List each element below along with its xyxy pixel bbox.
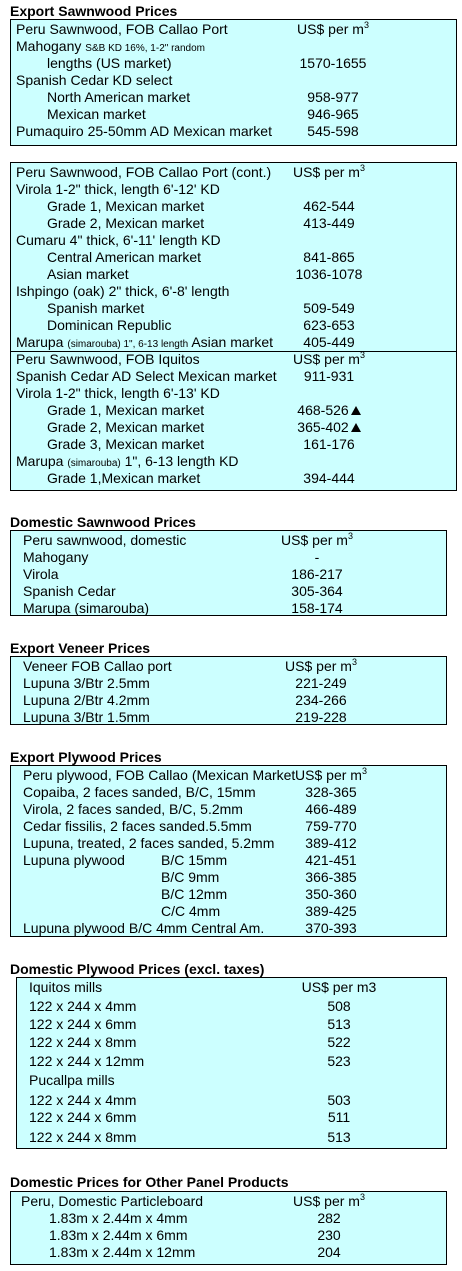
row-value — [279, 1034, 399, 1051]
row-label — [16, 232, 221, 249]
row-label-text: Marupa (simarouba) — [23, 600, 150, 616]
table-row — [11, 784, 446, 801]
row-label-text: Lupuna, treated, 2 faces sanded, 5.2mm — [23, 835, 275, 851]
row-label-text: Lupuna plywood — [23, 852, 125, 868]
row-value — [261, 658, 381, 675]
row-label — [23, 767, 295, 784]
row-label-text: Asian market — [47, 266, 129, 282]
table-row — [11, 181, 456, 198]
row-label — [29, 1092, 136, 1109]
row-label-text: Lupuna 3/Btr 2.5mm — [23, 675, 150, 691]
section-title: Export Sawnwood Prices — [10, 3, 178, 19]
row-value — [271, 801, 391, 818]
row-value — [271, 835, 391, 852]
row-grade: B/C 9mm — [161, 869, 220, 885]
row-value-text: 219-228 — [295, 709, 347, 725]
row-value-text: 370-393 — [305, 920, 357, 936]
row-label-text: Grade 2, Mexican market — [47, 215, 205, 231]
row-label-note: (simarouba) — [67, 458, 121, 469]
row-value-text: 221-249 — [295, 675, 347, 691]
row-label-text: Grade 1, Mexican market — [47, 198, 205, 214]
row-value-text: - — [314, 549, 320, 565]
row-value-text: US$ per m3 — [301, 979, 377, 995]
row-value-text: 508 — [327, 998, 351, 1014]
table-row — [11, 106, 456, 123]
table-row — [11, 658, 446, 675]
row-label — [47, 317, 172, 334]
row-label — [16, 385, 220, 402]
row-label-text: Iquitos mills — [29, 979, 103, 995]
table-row — [11, 317, 456, 334]
row-value-text: 513 — [327, 1016, 351, 1032]
row-label-text: Peru Sawnwood, FOB Callao Port — [16, 21, 228, 37]
export-veneer-table — [10, 656, 447, 725]
row-value-text: 958-977 — [307, 89, 359, 105]
row-label-text: Marupa — [16, 334, 68, 350]
unit-superscript: 3 — [359, 163, 365, 173]
row-value — [269, 334, 389, 351]
row-value — [257, 532, 377, 549]
unit-superscript: 3 — [359, 1192, 365, 1202]
row-value — [257, 566, 377, 583]
row-value — [269, 1227, 389, 1244]
row-value-text: 394-444 — [303, 470, 355, 486]
table-row — [11, 300, 456, 317]
row-label — [23, 549, 88, 566]
row-label-text: 122 x 244 x 4mm — [29, 1092, 137, 1108]
table-row — [11, 852, 446, 869]
row-value-text: 204 — [317, 1244, 341, 1260]
row-label-text: Spanish Cedar — [23, 583, 116, 599]
row-value-text: 305-364 — [291, 583, 343, 599]
row-value — [279, 1092, 399, 1109]
row-label-text: Spanish Cedar AD Select Mexican market — [16, 368, 277, 384]
row-value — [279, 1016, 399, 1033]
table-row — [11, 164, 456, 181]
row-label-text: 1.83m x 2.44m x 12mm — [49, 1244, 196, 1260]
row-label — [29, 1109, 136, 1126]
table-row — [11, 692, 446, 709]
table-row — [17, 979, 446, 996]
row-label-note: (simarouba) 1", 6-13 length — [67, 339, 189, 350]
table-row — [11, 1210, 446, 1227]
row-label — [23, 852, 125, 869]
table-row — [11, 249, 456, 266]
row-label-text: Mahogany — [16, 38, 86, 54]
row-value — [271, 869, 391, 886]
row-label — [23, 692, 150, 709]
row-label — [47, 249, 201, 266]
row-label — [47, 419, 204, 436]
row-label — [23, 920, 264, 937]
row-grade: B/C 12mm — [161, 886, 228, 902]
table-row — [11, 232, 456, 249]
row-label-text: Cumaru 4" thick, 6'-11' length KD — [16, 232, 221, 248]
row-label-text: North American market — [47, 89, 191, 105]
row-value — [269, 470, 389, 487]
row-value-text: 468-526 — [297, 402, 349, 418]
row-label-text: Pumaquiro 25-50mm AD Mexican market — [16, 123, 272, 139]
row-value — [269, 300, 389, 317]
table-row — [11, 600, 446, 617]
row-value-text: 389-425 — [305, 903, 357, 919]
table-row — [11, 470, 456, 487]
row-label-text: Virola 1-2" thick, length 6'-13' KD — [16, 385, 220, 401]
table-row — [11, 1193, 446, 1210]
row-label — [29, 1016, 136, 1033]
up-arrow-icon — [351, 423, 361, 432]
row-value — [257, 549, 377, 566]
row-label-text: Peru plywood, FOB Callao (Mexican Market — [23, 767, 296, 783]
row-label-text: Central American market — [47, 249, 202, 265]
row-value — [269, 198, 389, 215]
table-row — [11, 818, 446, 835]
table-row — [11, 835, 446, 852]
table-row — [17, 1109, 446, 1126]
row-label-note: S&B KD 16%, 1-2" random — [85, 43, 205, 54]
row-label-text: Peru, Domestic Particleboard — [21, 1193, 204, 1209]
table-row — [11, 436, 456, 453]
table-row — [11, 21, 456, 38]
row-value — [273, 106, 393, 123]
row-value — [269, 402, 389, 419]
row-value-text: 350-360 — [305, 886, 357, 902]
row-label — [49, 1227, 188, 1244]
row-label-text: Copaiba, 2 faces sanded, B/C, 15mm — [23, 784, 256, 800]
row-value-text: 513 — [327, 1129, 351, 1145]
table-row — [11, 38, 456, 55]
export-plywood-table — [10, 765, 447, 937]
row-value-text: 462-544 — [303, 198, 355, 214]
row-label — [29, 1129, 136, 1146]
row-label-text: Marupa — [16, 453, 68, 469]
row-label — [23, 532, 186, 549]
row-value-text: 511 — [327, 1109, 351, 1125]
row-label-text: Virola — [23, 566, 59, 582]
row-value — [271, 784, 391, 801]
row-label-suffix: 1", 6-13 length KD — [120, 453, 239, 469]
row-value-text: 234-266 — [295, 692, 347, 708]
row-label — [16, 72, 172, 89]
row-label — [23, 801, 243, 818]
row-value-text: 365-402 — [297, 419, 349, 435]
row-label-text: Dominican Republic — [47, 317, 172, 333]
row-label — [23, 818, 252, 835]
row-value-text: 503 — [327, 1092, 351, 1108]
row-label — [21, 1193, 203, 1210]
row-value-text: 158-174 — [291, 600, 343, 616]
row-value-text: US$ per m — [293, 1193, 360, 1209]
section-title: Export Plywood Prices — [10, 749, 162, 765]
row-label-suffix: Asian market — [188, 334, 274, 350]
row-label — [49, 1244, 195, 1261]
table-row — [11, 801, 446, 818]
row-label — [29, 1072, 115, 1089]
table-row — [11, 886, 446, 903]
row-value-text: 466-489 — [305, 801, 357, 817]
row-label-text: Grade 2, Mexican market — [47, 419, 205, 435]
row-label-text: 122 x 244 x 6mm — [29, 1016, 137, 1032]
table-row — [11, 72, 456, 89]
row-value — [279, 1053, 399, 1070]
row-value-text: 841-865 — [303, 249, 355, 265]
row-value — [269, 164, 389, 181]
row-value-text: 282 — [317, 1210, 341, 1226]
row-label — [47, 402, 204, 419]
row-label-text: Lupuna plywood B/C 4mm Central Am. — [23, 920, 265, 936]
row-value-text: US$ per m — [295, 767, 362, 783]
row-value-text: US$ per m — [281, 532, 348, 548]
row-value — [279, 1109, 399, 1126]
row-label — [16, 351, 200, 368]
row-label — [16, 181, 220, 198]
table-row — [11, 55, 456, 72]
table-row — [11, 198, 456, 215]
row-label-text: 122 x 244 x 12mm — [29, 1053, 145, 1069]
row-label-text: Peru Sawnwood, FOB Callao Port (cont.) — [16, 164, 272, 180]
row-value — [271, 818, 391, 835]
row-label-text: Spanish market — [47, 300, 145, 316]
row-label-text: Peru Sawnwood, FOB Iquitos — [16, 351, 200, 367]
row-value — [269, 351, 389, 368]
row-label-text: Ishpingo (oak) 2" thick, 6'-8' length — [16, 283, 230, 299]
table-row — [11, 266, 456, 283]
row-label-text: Peru sawnwood, domestic — [23, 532, 187, 548]
row-value — [271, 903, 391, 920]
row-label — [23, 658, 172, 675]
table-row — [11, 1244, 446, 1261]
row-label — [16, 164, 271, 181]
row-value — [269, 436, 389, 453]
unit-superscript: 3 — [347, 531, 353, 541]
row-label — [47, 55, 171, 72]
table-row — [11, 89, 456, 106]
table-row — [17, 1016, 446, 1033]
row-value-text: US$ per m — [297, 21, 364, 37]
export-sawnwood-table — [10, 19, 457, 146]
row-label — [47, 89, 190, 106]
row-value — [273, 55, 393, 72]
row-value-text: 389-412 — [305, 835, 357, 851]
row-value — [257, 600, 377, 617]
row-value — [269, 249, 389, 266]
row-label — [23, 675, 150, 692]
row-value-text: 545-598 — [307, 123, 359, 139]
row-value-text: 230 — [317, 1227, 341, 1243]
table-row — [11, 334, 456, 351]
row-value — [271, 852, 391, 869]
row-value — [269, 1193, 389, 1210]
row-label — [16, 368, 277, 385]
up-arrow-icon — [351, 406, 361, 415]
row-value-text: 328-365 — [305, 784, 357, 800]
table-row — [11, 385, 456, 402]
row-label-text: Lupuna 2/Btr 4.2mm — [23, 692, 150, 708]
row-value — [269, 1210, 389, 1227]
row-label-text: Grade 3, Mexican market — [47, 436, 205, 452]
row-value — [271, 920, 391, 937]
export-sawnwood-cont-table — [10, 162, 457, 491]
row-value — [271, 767, 391, 784]
row-label — [23, 566, 59, 583]
row-value — [271, 886, 391, 903]
row-label — [23, 709, 150, 726]
table-row — [11, 549, 446, 566]
row-value-text: 405-449 — [303, 334, 355, 350]
row-value — [269, 368, 389, 385]
row-value-text: 946-965 — [307, 106, 359, 122]
row-label-text: Mahogany — [23, 549, 89, 565]
row-label — [23, 600, 149, 617]
table-row — [11, 920, 446, 937]
row-label — [29, 1053, 144, 1070]
row-value-text: US$ per m — [285, 658, 352, 674]
table-row — [11, 903, 446, 920]
row-value-text: 523 — [327, 1053, 351, 1069]
unit-superscript: 3 — [363, 20, 369, 30]
row-value — [273, 123, 393, 140]
row-value-text: 161-176 — [303, 436, 355, 452]
row-label-text: Cedar fissilis, 2 faces sanded.5.5mm — [23, 818, 252, 834]
row-label — [47, 106, 146, 123]
row-label — [47, 470, 200, 487]
domestic-plywood-table — [16, 977, 447, 1149]
table-row — [11, 767, 446, 784]
row-label-text: 1.83m x 2.44m x 6mm — [49, 1227, 188, 1243]
table-row — [11, 675, 446, 692]
section-title: Domestic Prices for Other Panel Products — [10, 1174, 289, 1190]
table-row — [11, 583, 446, 600]
row-label — [16, 283, 229, 300]
row-label-text: 1.83m x 2.44m x 4mm — [49, 1210, 188, 1226]
table-row — [17, 1072, 446, 1089]
row-value — [279, 979, 399, 996]
row-label-text: 122 x 244 x 6mm — [29, 1109, 137, 1125]
row-value — [261, 692, 381, 709]
unit-superscript: 3 — [351, 657, 357, 667]
row-label — [23, 583, 116, 600]
row-value — [269, 266, 389, 283]
row-label-text: Virola 1-2" thick, length 6'-12' KD — [16, 181, 220, 197]
row-label — [16, 123, 272, 140]
table-row — [11, 1227, 446, 1244]
row-value — [269, 215, 389, 232]
row-value-text: US$ per m — [293, 164, 360, 180]
row-label-text: 122 x 244 x 8mm — [29, 1129, 137, 1145]
domestic-sawnwood-table — [10, 530, 447, 616]
row-label — [29, 979, 102, 996]
table-row — [11, 566, 446, 583]
row-value — [269, 317, 389, 334]
unit-superscript: 3 — [359, 350, 365, 360]
section-title: Export Veneer Prices — [10, 640, 151, 656]
table-row — [17, 998, 446, 1015]
row-value — [279, 998, 399, 1015]
table-row — [11, 453, 456, 470]
row-value-text: US$ per m — [293, 351, 360, 367]
row-value — [261, 709, 381, 726]
row-label-text: Grade 1, Mexican market — [47, 402, 205, 418]
unit-superscript: 3 — [361, 766, 367, 776]
table-row — [11, 123, 456, 140]
row-label — [47, 300, 144, 317]
row-label — [47, 198, 204, 215]
row-value-text: 1036-1078 — [295, 266, 363, 282]
row-value — [257, 583, 377, 600]
table-row — [17, 1034, 446, 1051]
row-label-text: lengths (US market) — [47, 55, 172, 71]
table-row — [17, 1053, 446, 1070]
table-row — [11, 532, 446, 549]
row-value — [273, 89, 393, 106]
table-row — [11, 869, 446, 886]
row-label — [23, 784, 256, 801]
row-label — [23, 835, 274, 852]
row-value-text: 186-217 — [291, 566, 343, 582]
row-label — [47, 215, 204, 232]
table-row — [17, 1129, 446, 1146]
row-label — [47, 266, 129, 283]
table-row — [11, 368, 456, 385]
row-value — [273, 21, 393, 38]
section-title: Domestic Sawnwood Prices — [10, 514, 196, 530]
table-row — [17, 1092, 446, 1109]
table-row — [11, 351, 456, 368]
row-value — [261, 675, 381, 692]
row-label-text: Pucallpa mills — [29, 1072, 115, 1088]
table-row — [11, 709, 446, 726]
row-label-text: Grade 1,Mexican market — [47, 470, 201, 486]
row-grade: C/C 4mm — [161, 903, 221, 919]
row-value-text: 509-549 — [303, 300, 355, 316]
row-value — [279, 1129, 399, 1146]
row-label-text: 122 x 244 x 8mm — [29, 1034, 137, 1050]
row-label — [16, 21, 228, 38]
other-panels-table — [10, 1191, 447, 1265]
row-label-text: Spanish Cedar KD select — [16, 72, 173, 88]
row-value — [269, 419, 389, 436]
row-value-text: 413-449 — [303, 215, 355, 231]
row-value — [269, 1244, 389, 1261]
section-title: Domestic Plywood Prices (excl. taxes) — [10, 961, 265, 977]
row-label-text: 122 x 244 x 4mm — [29, 998, 137, 1014]
row-label — [29, 998, 136, 1015]
row-value-text: 623-653 — [303, 317, 355, 333]
row-label — [49, 1210, 188, 1227]
row-value-text: 1570-1655 — [299, 55, 367, 71]
row-label-text: Mexican market — [47, 106, 146, 122]
table-row — [11, 402, 456, 419]
table-row — [11, 283, 456, 300]
row-label — [29, 1034, 136, 1051]
row-label — [47, 436, 204, 453]
row-value-text: 366-385 — [305, 869, 357, 885]
row-value-text: 759-770 — [305, 818, 357, 834]
row-value-text: 421-451 — [305, 852, 357, 868]
row-label-text: Veneer FOB Callao port — [23, 658, 172, 674]
row-label-text: Lupuna 3/Btr 1.5mm — [23, 709, 150, 725]
row-value-text: 911-931 — [303, 368, 355, 384]
row-label-text: Virola, 2 faces sanded, B/C, 5.2mm — [23, 801, 243, 817]
row-value-text: 522 — [327, 1034, 351, 1050]
table-row — [11, 419, 456, 436]
table-row — [11, 215, 456, 232]
row-grade: B/C 15mm — [161, 852, 228, 868]
